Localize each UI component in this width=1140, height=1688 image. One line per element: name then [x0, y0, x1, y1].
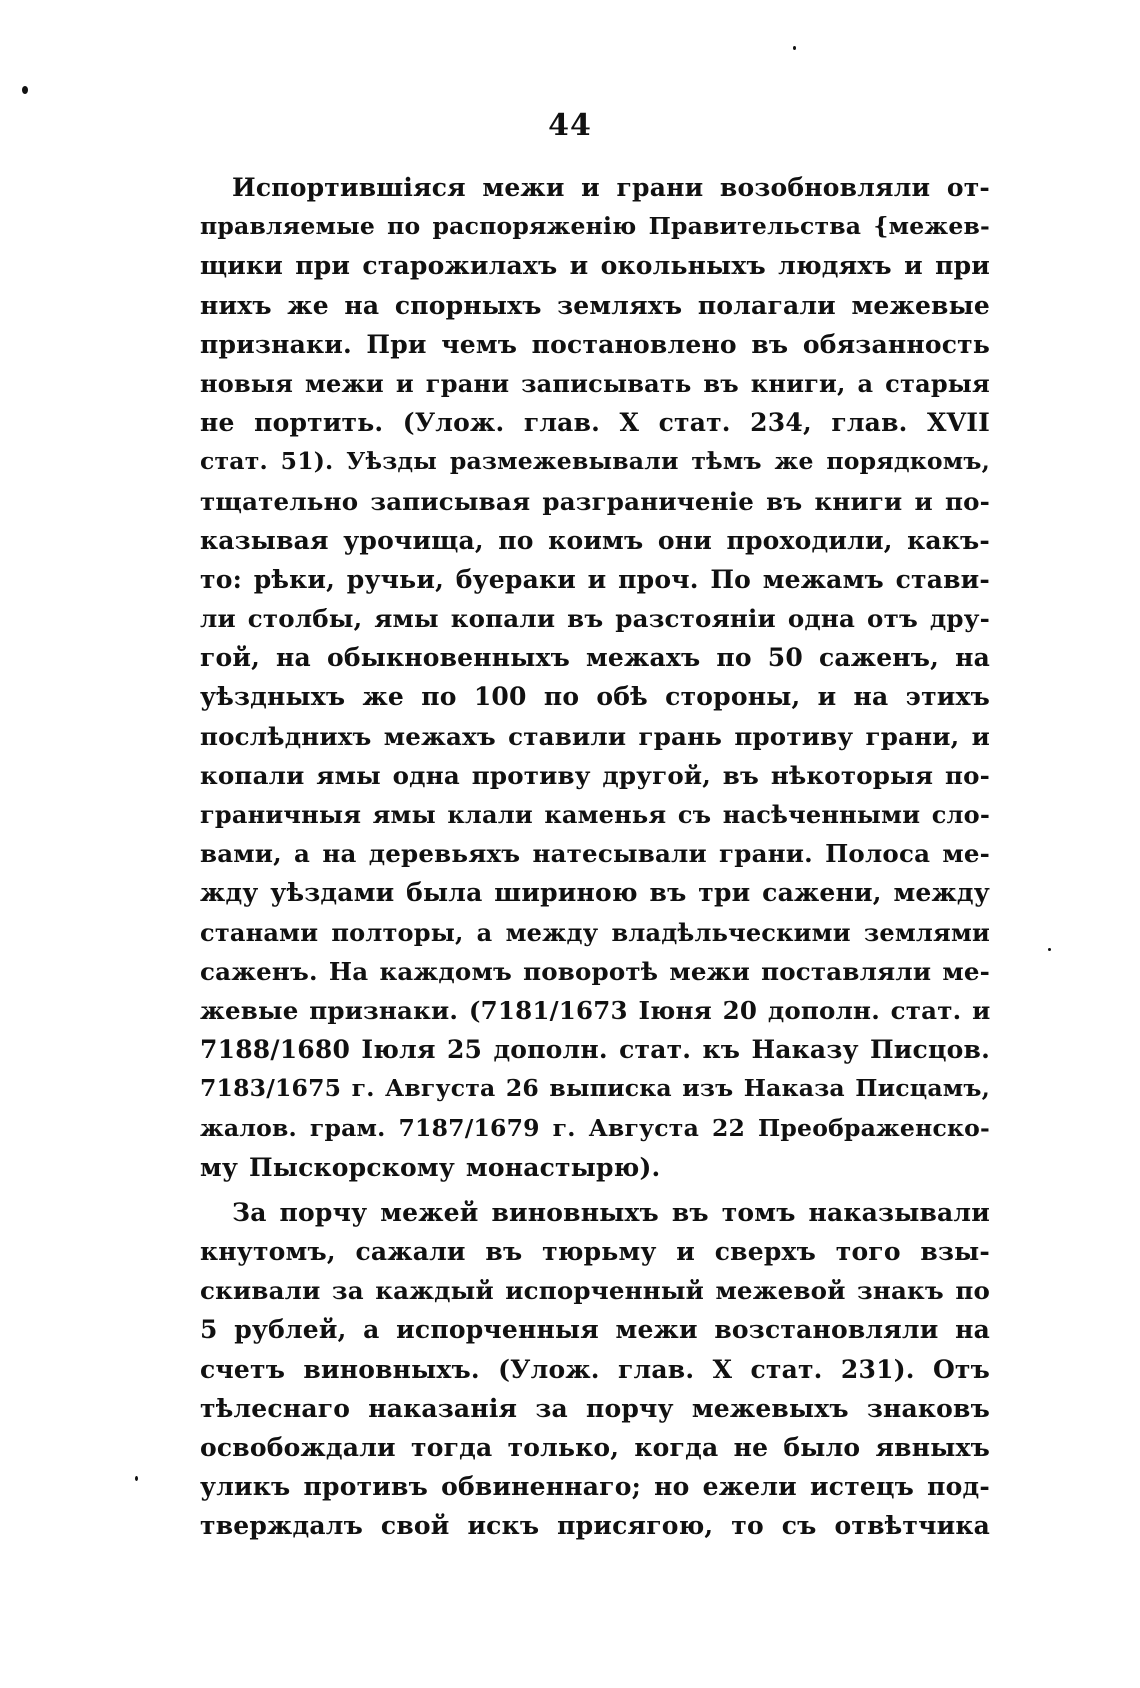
text-line: уѣздныхъ же по 100 по обѣ стороны, и на этихъ	[200, 682, 990, 712]
text-line: казывая урочища, по коимъ они проходили, какъ-	[200, 525, 990, 555]
scan-speck	[793, 46, 796, 50]
text-line: За порчу межей виновныхъ въ томъ наказывали	[232, 1197, 990, 1227]
text-line: признаки. При чемъ постановлено въ обязанность	[200, 329, 990, 359]
text-line: 5 рублей, а испорченныя межи возстановляли на	[200, 1315, 990, 1345]
body-text	[200, 168, 990, 1546]
text-line: вами, а на деревьяхъ натесывали грани. Полоса ме-	[200, 839, 990, 869]
text-line: правляемые по распоряженію Правительства {межев-	[200, 212, 990, 241]
text-line: граничныя ямы клали каменья съ насѣченными сло-	[200, 800, 990, 829]
text-line: жевые признаки. (7181/1673 Іюня 20 дополн. стат. и	[200, 995, 991, 1025]
text-line: жду уѣздами была шириною въ три сажени, между	[200, 878, 990, 908]
text-line: ли столбы, ямы копали въ разстояніи одна отъ дру-	[200, 604, 990, 634]
scan-speck	[22, 86, 28, 94]
text-line: саженъ. На каждомъ поворотѣ межи поставляли ме-	[200, 956, 990, 986]
text-line: тщательно записывая разграниченіе въ книги и по-	[200, 486, 990, 516]
text-line: тѣлеснаго наказанія за порчу межевыхъ знаковъ	[200, 1393, 990, 1423]
text-line: Испортившіяся межи и грани возобновляли от-	[232, 173, 990, 202]
text-line: освобождали тогда только, когда не было явныхъ	[200, 1433, 990, 1462]
text-line: жалов. грам. 7187/1679 г. Августа 22 Преображенско-	[200, 1113, 990, 1142]
text-line: кнутомъ, сажали въ тюрьму и сверхъ того взы-	[200, 1237, 990, 1267]
text-line: щики при старожилахъ и окольныхъ людяхъ и при	[200, 251, 990, 281]
text-line: копали ямы одна противу другой, въ нѣкоторыя по-	[200, 760, 990, 790]
text-line: то: рѣки, ручьи, буераки и проч. По межамъ стави-	[200, 564, 990, 594]
text-line: скивали за каждый испорченный межевой знакъ по	[200, 1276, 990, 1306]
text-line: 7188/1680 Іюля 25 дополн. стат. къ Наказу Писцов.	[200, 1035, 990, 1065]
text-line: уликъ противъ обвиненнаго; но ежели истецъ под-	[200, 1472, 990, 1502]
text-line: тверждалъ свой искъ присягою, то съ отвѣтчика	[200, 1511, 990, 1541]
text-line: послѣднихъ межахъ ставили грань противу грани, и	[200, 721, 990, 751]
paragraph	[200, 1193, 990, 1546]
paragraph	[200, 168, 990, 1187]
text-line: му Пыскорскому монастырю).	[200, 1152, 661, 1182]
text-line: счетъ виновныхъ. (Улож. глав. Х стат. 231). Отъ	[200, 1354, 990, 1384]
scan-speck	[1048, 948, 1051, 951]
text-line: стат. 51). Уѣзды размежевывали тѣмъ же порядкомъ,	[200, 447, 990, 476]
text-line: станами полторы, а между владѣльческими землями	[200, 917, 990, 947]
page-number: 44	[548, 108, 592, 143]
scan-speck	[135, 1476, 138, 1481]
text-line: нихъ же на спорныхъ земляхъ полагали межевые	[200, 290, 990, 320]
text-line: не портить. (Улож. глав. Х стат. 234, глав. XVII	[200, 408, 990, 438]
text-line: гой, на обыкновенныхъ межахъ по 50 саженъ, на	[200, 643, 990, 673]
text-line: новыя межи и грани записывать въ книги, а старыя	[200, 368, 990, 398]
text-line: 7183/1675 г. Августа 26 выписка изъ Наказа Писцамъ,	[200, 1074, 990, 1103]
